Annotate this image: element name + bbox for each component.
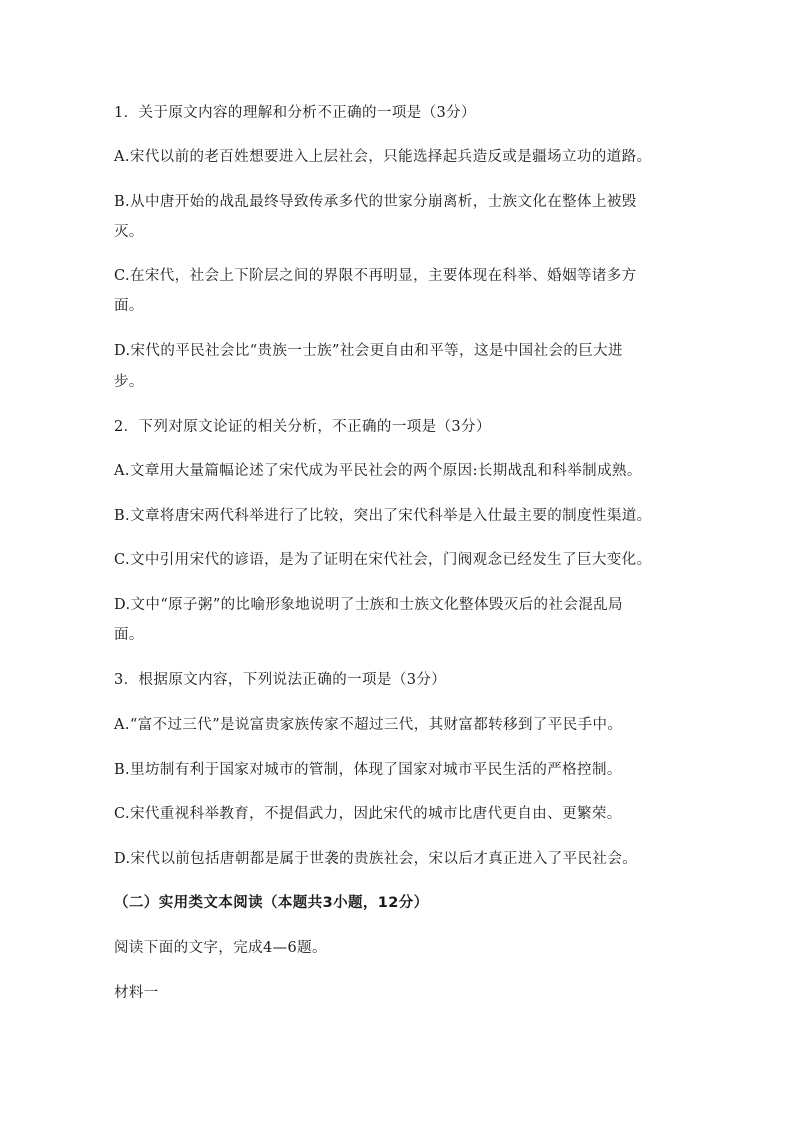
question-3-option-a: A.“富不过三代”是说富贵家族传家不超过三代，其财富都转移到了平民手中。 bbox=[114, 717, 623, 733]
question-3-option-d: D.宋代以前包括唐朝都是属于世袭的贵族社会，宋以后才真正进入了平民社会。 bbox=[114, 851, 638, 867]
question-2-stem: 2．下列对原文论证的相关分析，不正确的一项是（3分） bbox=[114, 419, 491, 435]
question-1-option-b-line-1: B.从中唐开始的战乱最终导致传承多代的世家分崩离析，士族文化在整体上被毁 bbox=[114, 194, 637, 210]
question-3-option-b: B.里坊制有利于国家对城市的管制，体现了国家对城市平民生活的严格控制。 bbox=[114, 762, 622, 778]
question-2-option-d-line-1: D.文中“原子粥”的比喻形象地说明了士族和士族文化整体毁灭后的社会混乱局 bbox=[114, 597, 623, 613]
question-2-option-b: B.文章将唐宋两代科举进行了比较，突出了宋代科举是入仕最主要的制度性渠道。 bbox=[114, 508, 652, 524]
question-2-option-c: C.文中引用宋代的谚语，是为了证明在宋代社会，门阀观念已经发生了巨大变化。 bbox=[114, 552, 652, 568]
question-1-option-d-line-2: 步。 bbox=[114, 374, 144, 390]
question-2-option-a: A.文章用大量篇幅论述了宋代成为平民社会的两个原因:长期战乱和科举制成熟。 bbox=[114, 463, 642, 479]
question-1-option-c-line-2: 面。 bbox=[114, 298, 144, 314]
question-2-option-d-line-2: 面。 bbox=[114, 627, 144, 643]
material-1-label: 材料一 bbox=[114, 985, 159, 1001]
question-1-stem: 1．关于原文内容的理解和分析不正确的一项是（3分） bbox=[114, 105, 476, 121]
question-1-option-d-line-1: D.宋代的平民社会比“贵族一士族”社会更自由和平等，这是中国社会的巨大进 bbox=[114, 343, 623, 359]
section-2-instruction: 阅读下面的文字，完成4—6题。 bbox=[114, 940, 327, 956]
question-1-option-b-line-2: 灭。 bbox=[114, 224, 144, 240]
section-2-heading: （二）实用类文本阅读（本题共3小题，12分） bbox=[114, 895, 429, 911]
question-3-option-c: C.宋代重视科举教育，不提倡武力，因此宋代的城市比唐代更自由、更繁荣。 bbox=[114, 806, 622, 822]
question-3-stem: 3．根据原文内容，下列说法正确的一项是（3分） bbox=[114, 672, 447, 688]
question-1-option-c-line-1: C.在宋代，社会上下阶层之间的界限不再明显，主要体现在科举、婚姻等诸多方 bbox=[114, 268, 637, 284]
question-1-option-a: A.宋代以前的老百姓想要进入上层社会，只能选择起兵造反或是疆场立功的道路。 bbox=[114, 149, 652, 165]
